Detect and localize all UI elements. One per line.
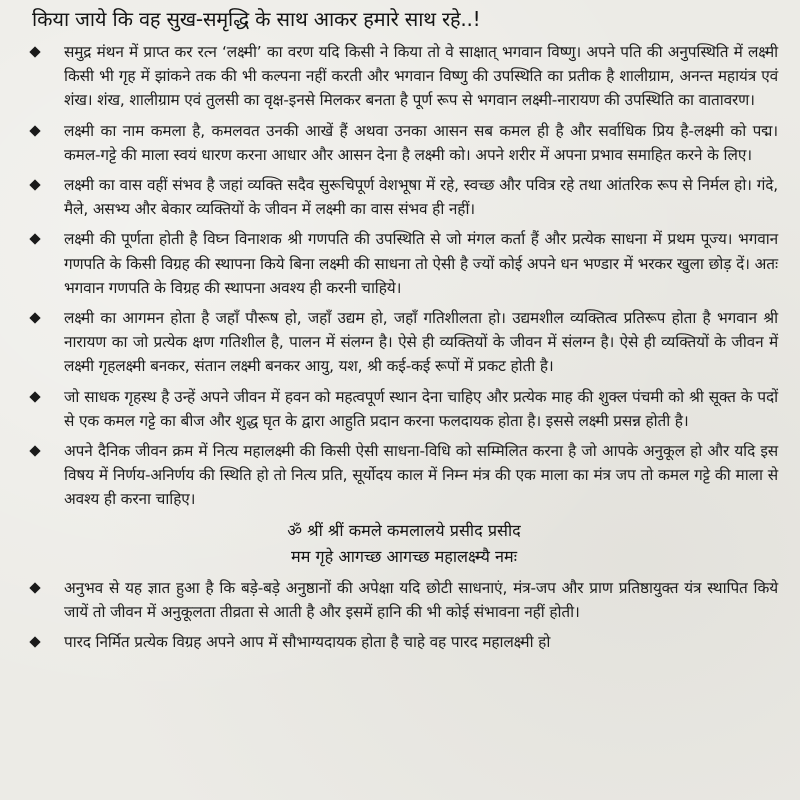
diamond-bullet-icon [30, 446, 41, 457]
list-item [30, 227, 778, 300]
diamond-bullet-icon [30, 47, 41, 58]
list-item-text: जो साधक गृहस्थ है उन्हें अपने जीवन में हवन को महत्वपूर्ण स्थान देना चाहिए और प्रत्येक माह की शुक्ल पंचमी को श्री सूक्त के पदों से एक कमल गट्टे का बीज और शुद्ध घृत के द्वारा आहुति प्रदान करना फलदायक होता है। इससे लक्ष्मी प्रसन्न होती है। [64, 387, 778, 430]
list-item [30, 306, 778, 379]
diamond-bullet-icon [30, 583, 41, 594]
list-item-text: लक्ष्मी का आगमन होता है जहाँ पौरूष हो, जहाँ उद्यम हो, जहाँ गतिशीलता हो। उद्यमशील व्यक्तित्व प्रतिरूप होता है भगवान श्री नारायण का जो प्रत्येक क्षण गतिशील है, पालन में संलग्न है। ऐसे ही व्यक्तियों के जीवन में संलग्न है। ऐसे ही व्यक्तियों के जीवन में लक्ष्मी गृहलक्ष्मी बनकर, संतान लक्ष्मी बनकर आयु, यश, श्री कई-कई रूपों में प्रकट होती है। [64, 309, 778, 376]
list-item [30, 119, 778, 167]
mantra-block [30, 518, 778, 570]
list-item-text: अनुभव से यह ज्ञात हुआ है कि बड़े-बड़े अनुष्ठानों की अपेक्षा यदि छोटी साधनाएं, मंत्र-जप और प्राण प्रतिष्ठायुक्त यंत्र स्थापित किये जायें तो जीवन में अनुकूलता तीव्रता से आती है और इसमें हानि की भी कोई संभावना नहीं होती। [64, 578, 778, 621]
list-item-text: पारद निर्मित प्रत्येक विग्रह अपने आप में सौभाग्यदायक होता है चाहे वह पारद महालक्ष्मी हो [64, 633, 551, 652]
diamond-bullet-icon [30, 637, 41, 648]
diamond-bullet-icon [30, 180, 41, 191]
list-item [30, 439, 778, 512]
diamond-bullet-icon [30, 313, 41, 324]
page-heading: किया जाये कि वह सुख-समृद्धि के साथ आकर हमारे साथ रहे..! [32, 7, 481, 31]
list-item-text: अपने दैनिक जीवन क्रम में नित्य महालक्ष्मी की किसी ऐसी साधना-विधि को सम्मिलित करना है जो आपके अनुकूल हो और यदि इस विषय में निर्णय-अनिर्णय की स्थिति हो तो नित्य प्रति, सूर्योदय काल में निम्न मंत्र की एक माला का मंत्र जप तो कमल गट्टे की माला से अवश्य ही करना चाहिए। [64, 442, 778, 509]
mantra-line-1: ॐ श्रीं श्रीं कमले कमलालये प्रसीद प्रसीद [287, 520, 521, 540]
list-item-text: लक्ष्मी का नाम कमला है, कमलवत उनकी आखें हैं अथवा उनका आसन सब कमल ही है और सर्वाधिक प्रिय है-लक्ष्मी को पद्म। कमल-गट्टे की माला स्वयं धारण करना आधार और आसन देना है लक्ष्मी को। अपने शरीर में अपना प्रभाव समाहित करने के लिए। [64, 121, 778, 164]
bullet-list-continued [30, 576, 778, 655]
list-item-text: लक्ष्मी का वास वहीं संभव है जहां व्यक्ति सदैव सुरूचिपूर्ण वेशभूषा में रहे, स्वच्छ और पवित्र रहे तथा आंतरिक रूप से निर्मल हो। गंदे, मैले, असभ्य और बेकार व्यक्तियों के जीवन में लक्ष्मी का वास संभव ही नहीं। [64, 176, 778, 219]
mantra-line-2: मम गृहे आगच्छ आगच्छ महालक्ष्म्यै नमः [291, 546, 517, 566]
list-item [30, 576, 778, 624]
list-item-text: लक्ष्मी की पूर्णता होती है विघ्न विनाशक श्री गणपति की उपस्थिति से जो मंगल कर्ता हैं और प्रत्येक साधना में प्रथम पूज्य। भगवान गणपति के किसी विग्रह की स्थापना किये बिना लक्ष्मी की साधना तो ऐसी है ज्यों कोई अपने धन भण्डार में भरकर खुला छोड़ दें। अतः भगवान गणपति के विग्रह की स्थापना अवश्य ही करनी चाहिये। [64, 230, 778, 297]
list-item [30, 630, 778, 654]
diamond-bullet-icon [30, 392, 41, 403]
list-item [30, 173, 778, 221]
diamond-bullet-icon [30, 126, 41, 137]
list-item-text: समुद्र मंथन में प्राप्त कर रत्न ‘लक्ष्मी’ का वरण यदि किसी ने किया तो वे साक्षात् भगवान विष्णु। अपने पति की अनुपस्थिति में लक्ष्मी किसी भी गृह में झांकने तक की भी कल्पना नहीं करती और भगवान विष्णु की उपस्थिति का प्रतीक है शालीग्राम, अनन्त महायंत्र एवं शंख। शंख, शालीग्राम एवं तुलसी का वृक्ष-इनसे मिलकर बनता है पूर्ण रूप से भगवान लक्ष्मी-नारायण की उपस्थिति का वातावरण। [64, 43, 778, 110]
list-item [30, 385, 778, 433]
diamond-bullet-icon [30, 234, 41, 245]
bullet-list [30, 40, 778, 512]
list-item [30, 40, 778, 113]
